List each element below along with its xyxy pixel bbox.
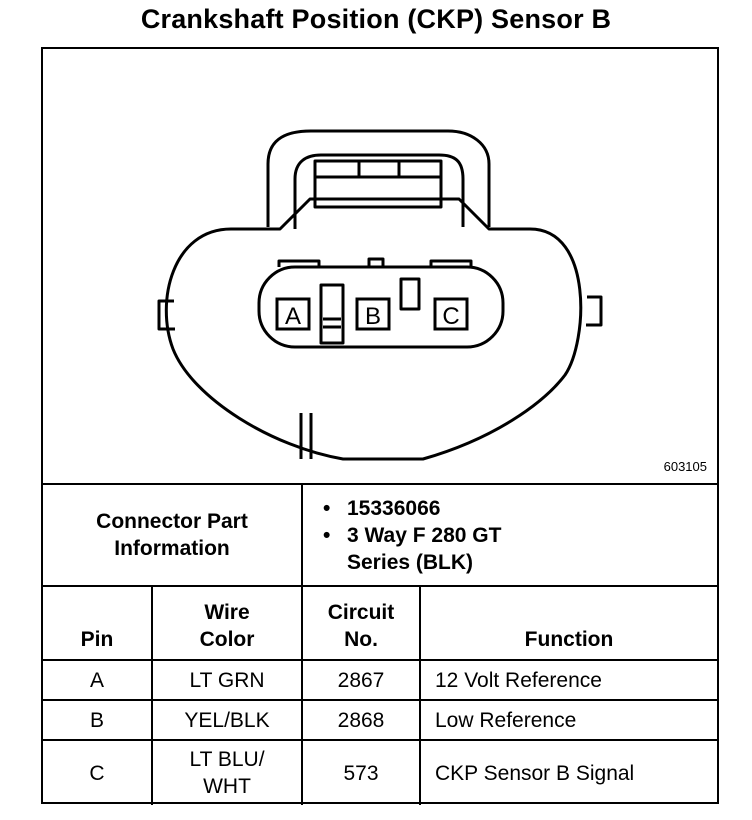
connector-key-left — [321, 285, 343, 343]
part-info-label — [43, 484, 302, 586]
row-circuit: 2868 — [302, 700, 420, 740]
connector-bottom-rib — [301, 413, 311, 459]
connector-key-right — [401, 279, 419, 309]
part-number: • 15336066 — [347, 495, 717, 522]
row-wire-color: YEL/BLK — [152, 700, 302, 740]
row-wire-color: LT GRN — [152, 660, 302, 700]
row-wire-color — [152, 740, 302, 805]
row-wire-color-line2: WHT — [203, 775, 251, 798]
pin-c-label: C — [442, 303, 460, 330]
connector-latch-inner — [295, 155, 463, 229]
pinout-table — [43, 483, 717, 805]
header-circuit-line2: No. — [344, 628, 378, 651]
pin-a-label: A — [284, 303, 302, 330]
table-row — [43, 740, 717, 805]
row-circuit: 2867 — [302, 660, 420, 700]
table-row — [43, 660, 717, 700]
part-info-row — [43, 484, 717, 586]
connector-right-tab — [586, 297, 601, 325]
row-function: 12 Volt Reference — [420, 660, 717, 700]
row-wire-color-line1: LT BLU/ — [189, 748, 265, 771]
table-row — [43, 700, 717, 740]
row-circuit: 573 — [302, 740, 420, 805]
part-info-label-line1: Connector Part — [96, 510, 248, 533]
header-wire-color-line1: Wire — [204, 601, 250, 624]
connector-diagram — [43, 49, 717, 483]
row-function: CKP Sensor B Signal — [420, 740, 717, 805]
header-wire-color — [152, 586, 302, 660]
table-header-row — [43, 586, 717, 660]
row-function: Low Reference — [420, 700, 717, 740]
header-function: Function — [420, 586, 717, 660]
connector-sheet — [41, 47, 719, 804]
row-pin: A — [43, 660, 152, 700]
part-series — [347, 549, 717, 576]
header-pin: Pin — [43, 586, 152, 660]
header-circuit-line1: Circuit — [327, 601, 395, 624]
connector-drawing — [43, 49, 717, 483]
pin-b-label: B — [364, 303, 382, 330]
part-description: • 3 Way F 280 GT — [347, 522, 717, 549]
figure-number: 603105 — [663, 459, 707, 474]
header-circuit — [302, 586, 420, 660]
part-info-label-line2: Information — [114, 537, 230, 560]
part-info-values — [302, 484, 717, 586]
page-title: Crankshaft Position (CKP) Sensor B — [140, 4, 612, 34]
row-pin: C — [43, 740, 152, 805]
header-wire-color-line2: Color — [199, 628, 255, 651]
part-series-text: Series (BLK) — [347, 550, 474, 574]
row-pin: B — [43, 700, 152, 740]
connector-latch — [268, 131, 489, 227]
